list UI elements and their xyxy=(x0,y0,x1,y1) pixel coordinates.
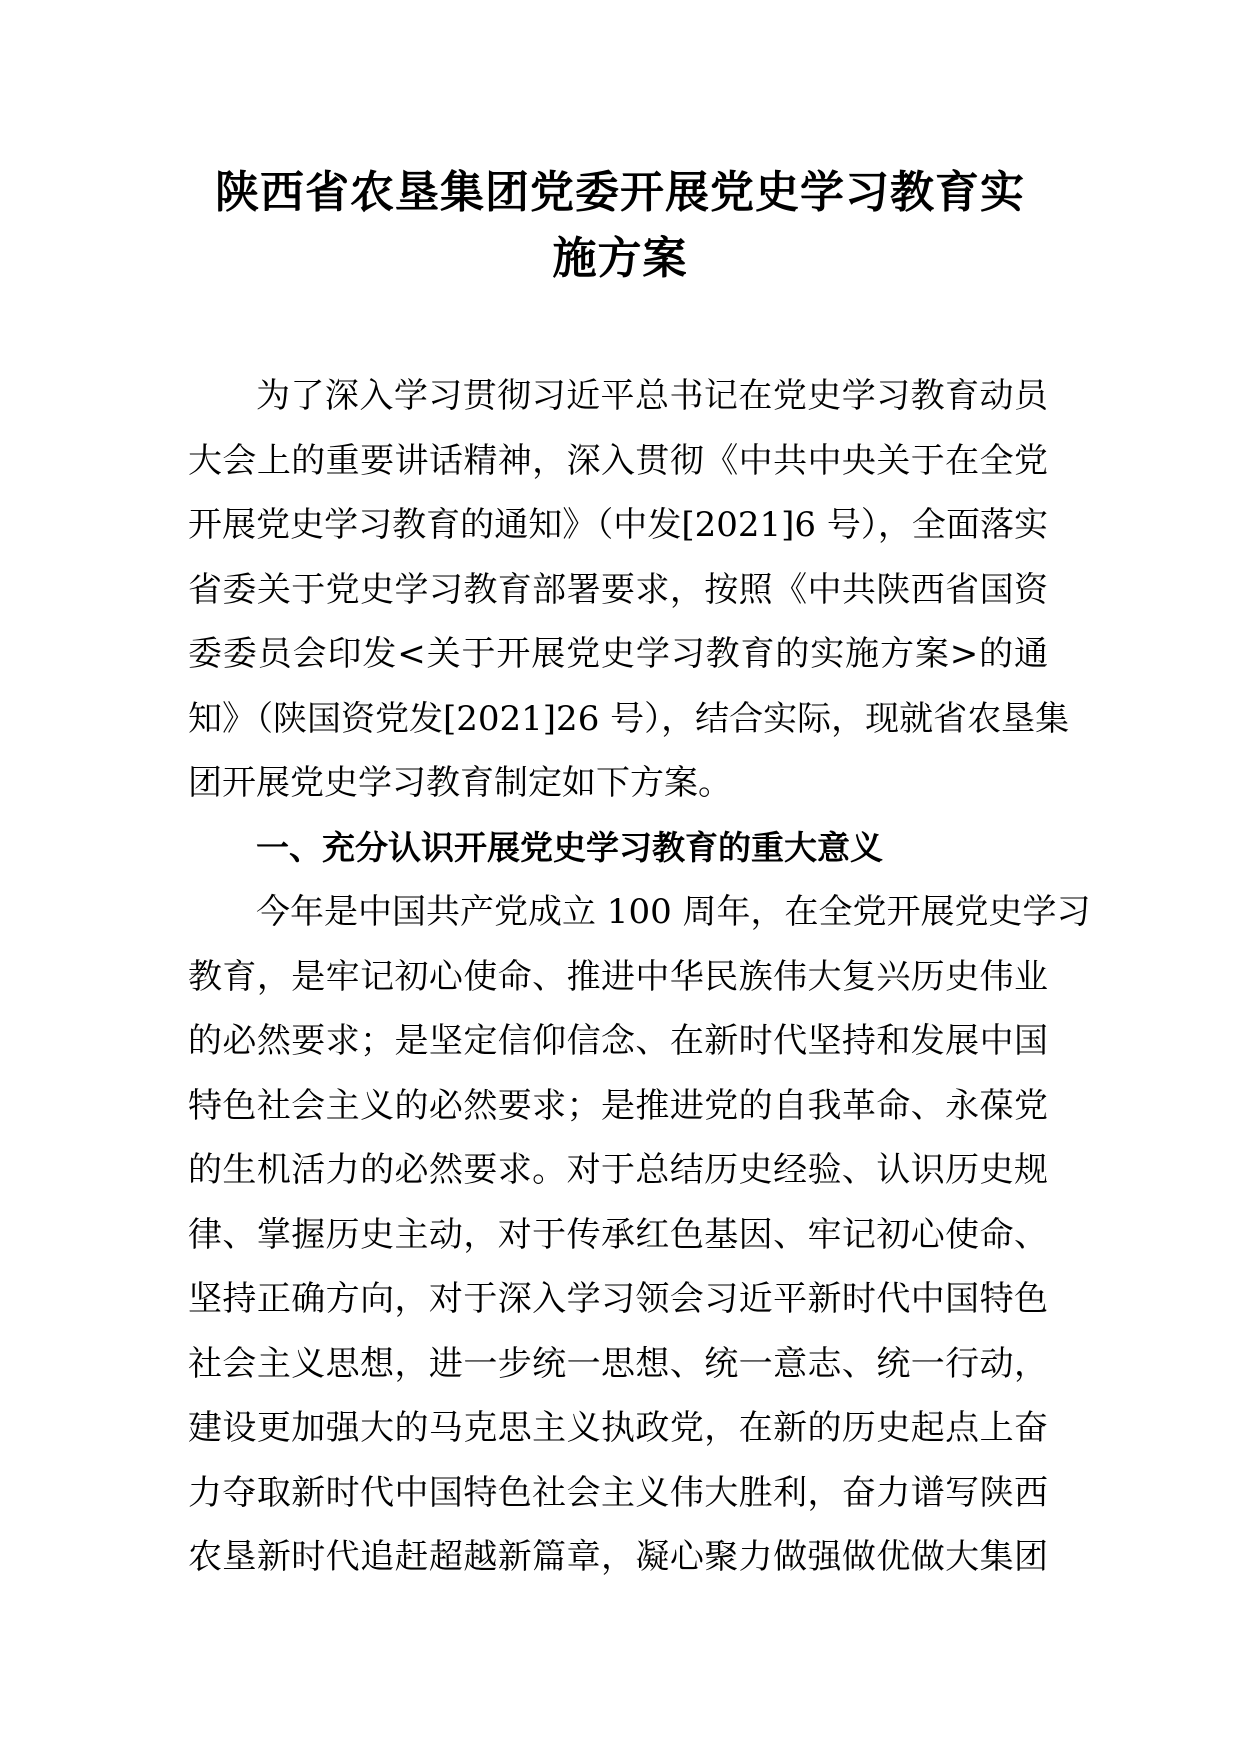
paragraph-line: 团开展党史学习教育制定如下方案。 xyxy=(188,763,732,803)
paragraph-line: 为了深入学习贯彻习近平总书记在党史学习教育动员 xyxy=(256,376,1048,416)
title-line-1: 陕西省农垦集团党委开展党史学习教育实 xyxy=(215,167,1025,218)
paragraph-line: 今年是中国共产党成立 100 周年，在全党开展党史学习 xyxy=(256,892,1091,932)
document-title xyxy=(150,160,1090,292)
paragraph-line: 特色社会主义的必然要求；是推进党的自我革命、永葆党 xyxy=(188,1085,1048,1126)
paragraph-line: 建设更加强大的马克思主义执政党，在新的历史起点上奋 xyxy=(188,1408,1048,1448)
paragraph-line: 大会上的重要讲话精神，深入贯彻《中共中央关于在全党 xyxy=(188,440,1048,481)
paragraph-line: 农垦新时代追赶超越新篇章，凝心聚力做强做优做大集团 xyxy=(188,1537,1048,1577)
paragraph-line: 教育，是牢记初心使命、推进中华民族伟大复兴历史伟业 xyxy=(188,956,1048,997)
paragraph-line: 的生机活力的必然要求。对于总结历史经验、认识历史规 xyxy=(188,1150,1048,1190)
title-line-2: 施方案 xyxy=(552,233,688,284)
paragraph-intro xyxy=(188,364,1070,816)
paragraph-line: 的必然要求；是坚定信仰信念、在新时代坚持和发展中国 xyxy=(188,1021,1048,1061)
paragraph-significance xyxy=(188,880,1091,1590)
section-heading: 一、充分认识开展党史学习教育的重大意义 xyxy=(256,827,883,867)
document-body xyxy=(188,364,1091,1590)
paragraph-line: 开展党史学习教育的通知》（中发[2021]6 号），全面落实 xyxy=(188,505,1048,545)
paragraph-line: 坚持正确方向，对于深入学习领会习近平新时代中国特色 xyxy=(188,1279,1048,1319)
paragraph-line: 社会主义思想，进一步统一思想、统一意志、统一行动， xyxy=(188,1343,1048,1384)
paragraph-line: 力夺取新时代中国特色社会主义伟大胜利，奋力谱写陕西 xyxy=(188,1472,1048,1513)
paragraph-line: 律、掌握历史主动，对于传承红色基因、牢记初心使命、 xyxy=(188,1214,1048,1255)
paragraph-line: 知》（陕国资党发[2021]26 号），结合实际，现就省农垦集 xyxy=(188,698,1070,739)
paragraph-line: 委委员会印发<关于开展党史学习教育的实施方案>的通 xyxy=(188,634,1048,674)
paragraph-line: 省委关于党史学习教育部署要求，按照《中共陕西省国资 xyxy=(188,569,1048,610)
